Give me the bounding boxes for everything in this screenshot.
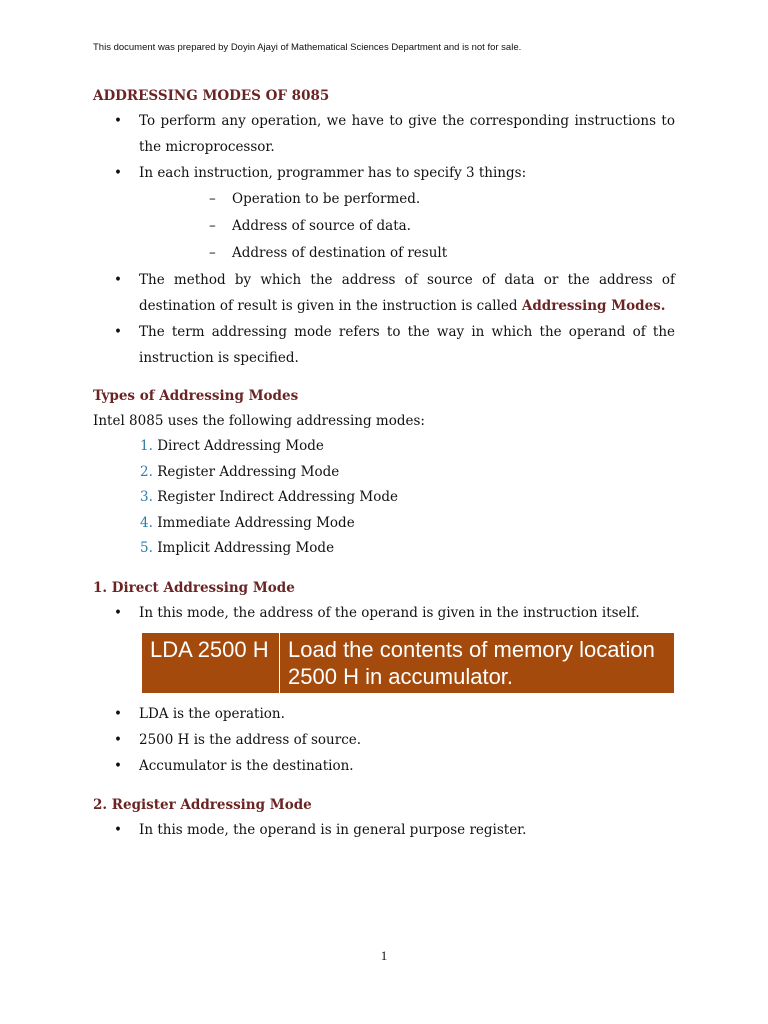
list-item	[93, 536, 675, 562]
register-bullet-list	[93, 817, 675, 843]
example-code-cell: LDA 2500 H	[142, 632, 280, 693]
mode-label: Register Addressing Mode	[157, 463, 340, 480]
direct-bullet-list	[93, 600, 675, 626]
list-number: 4.	[140, 514, 153, 531]
page-content	[93, 84, 675, 843]
list-item: • 2500 H is the address of source.	[93, 727, 675, 753]
types-intro: Intel 8085 uses the following addressing modes:	[93, 413, 425, 429]
list-item	[93, 460, 675, 486]
list-item: • The term addressing mode refers to the way in which the operand of the instruction is specified.	[93, 319, 675, 371]
list-item: • In this mode, the operand is in general purpose register.	[93, 817, 675, 843]
list-item: • In each instruction, programmer has to specify 3 things:	[93, 160, 675, 186]
list-item: • In this mode, the address of the operand is given in the instruction itself.	[93, 600, 675, 626]
list-item: • Accumulator is the destination.	[93, 753, 675, 779]
page-number: 1	[380, 948, 388, 963]
list-item: – Address of destination of result	[93, 240, 675, 267]
definition-bullet-list	[93, 267, 675, 371]
list-item	[93, 434, 675, 460]
list-item: – Operation to be performed.	[93, 186, 675, 213]
mode-label: Register Indirect Addressing Mode	[157, 489, 398, 506]
list-item	[93, 511, 675, 537]
intro-bullet-list	[93, 108, 675, 186]
list-number: 2.	[140, 463, 153, 480]
mode-label: Direct Addressing Mode	[157, 438, 324, 454]
types-heading: Types of Addressing Modes	[93, 388, 299, 404]
example-desc-cell: Load the contents of memory location 2500 H in accumulator.	[280, 632, 675, 693]
mode-label: Implicit Addressing Mode	[157, 540, 335, 557]
register-heading: 2. Register Addressing Mode	[93, 796, 312, 813]
definition-end: .	[660, 298, 666, 314]
list-item: • To perform any operation, we have to give the corresponding instructions to the microprocessor.	[93, 108, 675, 160]
definition-text: The method by which the address of source of data or the address of destination of result is given in the instruction is called	[139, 272, 675, 314]
direct-notes-list	[93, 701, 675, 779]
list-number: 1.	[140, 438, 153, 454]
list-item: • LDA is the operation.	[93, 701, 675, 727]
mode-label: Immediate Addressing Mode	[157, 514, 355, 531]
list-item: – Address of source of data.	[93, 213, 675, 240]
list-number: 5.	[140, 540, 153, 557]
list-number: 3.	[140, 489, 153, 506]
document-title: ADDRESSING MODES OF 8085	[93, 88, 330, 104]
list-item	[93, 485, 675, 511]
list-item	[93, 267, 675, 319]
modes-list	[93, 434, 675, 562]
direct-heading: 1. Direct Addressing Mode	[93, 579, 295, 596]
page-header: This document was prepared by Doyin Ajayi of Mathematical Sciences Department and is not for sale.	[93, 42, 522, 53]
addressing-modes-term: Addressing Modes	[521, 298, 661, 314]
table-row	[142, 632, 675, 693]
example-table	[141, 632, 675, 694]
dash-list	[93, 186, 675, 267]
